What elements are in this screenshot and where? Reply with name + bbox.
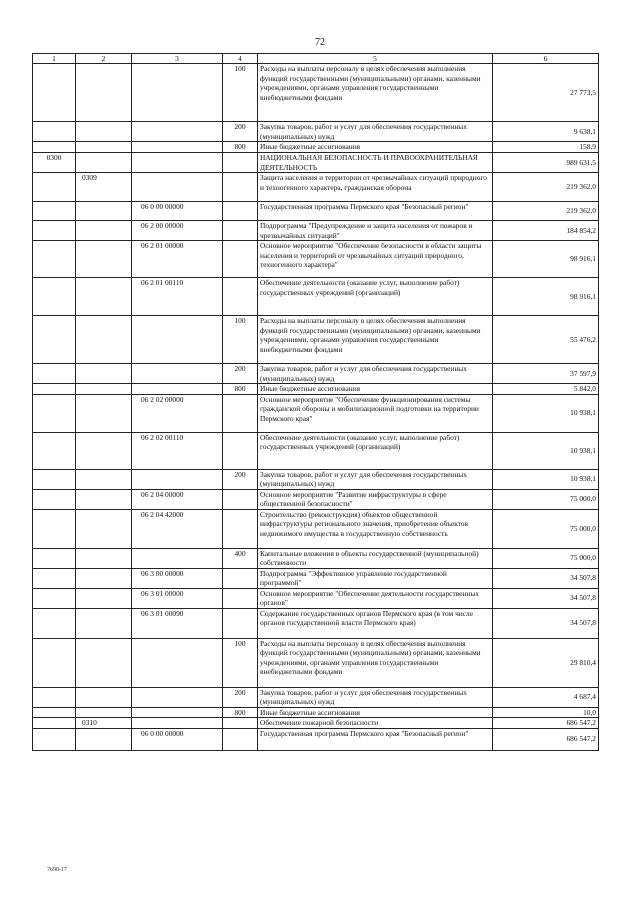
table-cell-c5: Государственная программа Пермского края "Безопасный регион" [258,202,493,221]
table-cell-c6: 34 507,8 [493,588,599,608]
table-row [33,153,599,173]
table-cell-c1 [33,509,76,548]
table-cell-c2 [76,394,132,432]
table-cell-c4: 800 [223,384,258,395]
table-cell-c3: 06 2 02 00110 [132,432,223,469]
table-row [33,394,599,432]
table-cell-c6: 219 362,0 [493,202,599,221]
table-cell-c5: Основное мероприятие "Обеспечение функционирования системы гражданской обороны и мобилизационной подготовки на территории Пермского края" [258,394,493,432]
table-row [33,588,599,608]
table-row [33,384,599,395]
table-cell-c2 [76,638,132,687]
table-cell-c6: 158,9 [493,142,599,153]
table-cell-c1: 0300 [33,153,76,173]
table-cell-c1 [33,638,76,687]
table-cell-c2 [76,278,132,316]
table-cell-c2 [76,489,132,509]
table-row [33,469,599,489]
table-cell-c3 [132,638,223,687]
table-cell-c6: 75 000,0 [493,489,599,509]
table-cell-c1 [33,364,76,384]
table-cell-c3 [132,173,223,202]
column-header: 1 [33,54,76,64]
table-cell-c4: 200 [223,364,258,384]
table-row [33,202,599,221]
table-row [33,568,599,588]
table-cell-c4: 200 [223,469,258,489]
table-cell-c4 [223,202,258,221]
document-code: 7698-17 [47,867,67,873]
table-cell-c2 [76,64,132,122]
table-cell-c2 [76,122,132,142]
column-header: 5 [258,54,493,64]
table-cell-c2 [76,432,132,469]
table-cell-c2 [76,588,132,608]
table-cell-c3 [132,718,223,729]
table-cell-c3: 06 0 00 00000 [132,202,223,221]
table-cell-c4 [223,241,258,278]
table-row [33,316,599,364]
table-cell-c3: 06 2 01 00110 [132,278,223,316]
table-row [33,638,599,687]
table-cell-c5: Расходы на выплаты персоналу в целях обеспечения выполнения функций государственными (муниципальными) органами, казенными учреждениями, органами управления государственными внебюджетными фондами [258,64,493,122]
table-row [33,509,599,548]
table-cell-c1 [33,142,76,153]
table-cell-c3 [132,548,223,568]
table-cell-c3: 06 3 01 00000 [132,588,223,608]
table-row [33,142,599,153]
table-cell-c5: Защита населения и территории от чрезвычайных ситуаций природного и техногенного характера, гражданская оборона [258,173,493,202]
table-cell-c6: 686 547,2 [493,718,599,729]
table-cell-c6: 686 547,2 [493,728,599,750]
table-row [33,364,599,384]
table-cell-c5: Основное мероприятие "Обеспечение безопасности в области защиты населения и территорий от чрезвычайных ситуаций природного, техногенного характера" [258,241,493,278]
table-cell-c4: 800 [223,142,258,153]
table-cell-c4: 100 [223,64,258,122]
table-cell-c2 [76,568,132,588]
table-cell-c3 [132,364,223,384]
table-cell-c1 [33,241,76,278]
table-cell-c6: 10 938,1 [493,394,599,432]
table-cell-c4 [223,394,258,432]
table-cell-c4 [223,173,258,202]
table-cell-c5: Содержание государственных органов Пермского края (в том числе органов государственной власти Пермского края) [258,608,493,638]
table-cell-c4 [223,718,258,729]
table-cell-c1 [33,122,76,142]
table-cell-c5: НАЦИОНАЛЬНАЯ БЕЗОПАСНОСТЬ И ПРАВООХРАНИТЕЛЬНАЯ ДЕЯТЕЛЬНОСТЬ [258,153,493,173]
table-cell-c4: 100 [223,316,258,364]
table-cell-c3: 06 3 00 00000 [132,568,223,588]
table-cell-c2 [76,469,132,489]
table-cell-c1 [33,687,76,707]
table-cell-c5: Государственная программа Пермского края "Безопасный регион" [258,728,493,750]
table-cell-c5: Подпрограмма "Предупреждение и защита населения от пожаров и чрезвычайных ситуаций" [258,221,493,241]
table-row [33,728,599,750]
table-cell-c2 [76,202,132,221]
table-cell-c3: 06 2 02 00000 [132,394,223,432]
table-cell-c2 [76,241,132,278]
table-cell-c3 [132,142,223,153]
table-cell-c4: 800 [223,707,258,718]
table-cell-c2 [76,707,132,718]
table-cell-c3 [132,384,223,395]
table-cell-c6: 55 476,2 [493,316,599,364]
table-cell-c4 [223,728,258,750]
table-row [33,64,599,122]
table-cell-c3 [132,707,223,718]
table-cell-c3 [132,64,223,122]
table-row [33,718,599,729]
table-cell-c5: Обеспечение пожарной безопасности [258,718,493,729]
table-cell-c4 [223,432,258,469]
table-cell-c5: Иные бюджетные ассигнования [258,707,493,718]
column-header: 2 [76,54,132,64]
page-number: 72 [315,37,325,48]
table-cell-c6: 10 938,1 [493,432,599,469]
table-row [33,241,599,278]
table-cell-c2 [76,509,132,548]
table-cell-c2: 0310 [76,718,132,729]
table-row [33,489,599,509]
table-cell-c2 [76,608,132,638]
table-cell-c5: Обеспечение деятельности (оказание услуг, выполнение работ) государственных учреждений (организаций) [258,278,493,316]
table-cell-c3: 06 2 01 00000 [132,241,223,278]
table-cell-c1 [33,64,76,122]
table-cell-c1 [33,384,76,395]
table-cell-c3 [132,316,223,364]
table-cell-c4 [223,608,258,638]
table-cell-c4 [223,568,258,588]
table-cell-c4: 100 [223,638,258,687]
table-cell-c6: 75 000,0 [493,548,599,568]
table-cell-c1 [33,718,76,729]
table-row [33,278,599,316]
table-cell-c3: 06 3 01 00090 [132,608,223,638]
table-cell-c1 [33,568,76,588]
table-cell-c1 [33,469,76,489]
table-cell-c1 [33,221,76,241]
table-row [33,173,599,202]
table-row [33,548,599,568]
table-row [33,432,599,469]
table-cell-c1 [33,728,76,750]
table-cell-c5: Закупка товаров, работ и услуг для обеспечения государственных (муниципальных) нужд [258,687,493,707]
table-cell-c2 [76,548,132,568]
table-cell-c3 [132,469,223,489]
table-cell-c1 [33,489,76,509]
table-cell-c2 [76,221,132,241]
table-cell-c5: Капитальные вложения в объекты государственной (муниципальной) собственности [258,548,493,568]
table-cell-c6: 4 687,4 [493,687,599,707]
table-cell-c4 [223,489,258,509]
table-cell-c5: Подпрограмма "Эффективное управление государственной программой" [258,568,493,588]
table-cell-c1 [33,707,76,718]
table-row [33,122,599,142]
budget-table [32,53,599,751]
table-row [33,687,599,707]
table-cell-c6: 9 638,1 [493,122,599,142]
table-cell-c3: 06 2 04 00000 [132,489,223,509]
table-cell-c4: 400 [223,548,258,568]
table-cell-c2 [76,316,132,364]
column-header-row [33,54,599,64]
table-cell-c4: 200 [223,687,258,707]
column-header: 4 [223,54,258,64]
table-cell-c6: 98 916,1 [493,241,599,278]
table-cell-c1 [33,316,76,364]
table-cell-c4 [223,588,258,608]
budget-table-body [33,54,599,751]
column-header: 6 [493,54,599,64]
column-header: 3 [132,54,223,64]
table-cell-c5: Закупка товаров, работ и услуг для обеспечения государственных (муниципальных) нужд [258,469,493,489]
table-cell-c3: 06 2 04 42000 [132,509,223,548]
table-cell-c5: Основное мероприятие "Обеспечение деятельности государственных органов" [258,588,493,608]
table-cell-c3 [132,153,223,173]
table-cell-c6: 5 842,0 [493,384,599,395]
table-cell-c4: 200 [223,122,258,142]
table-cell-c6: 34 507,8 [493,608,599,638]
table-cell-c6: 75 000,0 [493,509,599,548]
table-cell-c5: Основное мероприятие "Развитие инфраструктуры в сфере общественной безопасности" [258,489,493,509]
table-cell-c6: 989 631,5 [493,153,599,173]
table-row [33,608,599,638]
table-cell-c3 [132,122,223,142]
table-cell-c3 [132,687,223,707]
table-cell-c6: 219 362,0 [493,173,599,202]
table-cell-c4 [223,221,258,241]
table-cell-c6: 34 507,8 [493,568,599,588]
table-cell-c5: Строительство (реконструкция) объектов общественной инфраструктуры регионального значения, приобретение объектов недвижимого имущества в государственную собственность [258,509,493,548]
table-cell-c2 [76,364,132,384]
table-cell-c1 [33,202,76,221]
table-cell-c6: 98 916,1 [493,278,599,316]
table-cell-c5: Закупка товаров, работ и услуг для обеспечения государственных (муниципальных) нужд [258,122,493,142]
table-cell-c2 [76,384,132,395]
table-cell-c1 [33,432,76,469]
table-cell-c1 [33,173,76,202]
table-cell-c1 [33,588,76,608]
table-cell-c5: Закупка товаров, работ и услуг для обеспечения государственных (муниципальных) нужд [258,364,493,384]
table-cell-c1 [33,548,76,568]
table-cell-c5: Иные бюджетные ассигнования [258,142,493,153]
table-cell-c6: 184 854,2 [493,221,599,241]
table-cell-c1 [33,394,76,432]
table-cell-c5: Обеспечение деятельности (оказание услуг, выполнение работ) государственных учреждений (организаций) [258,432,493,469]
table-cell-c5: Расходы на выплаты персоналу в целях обеспечения выполнения функций государственными (муниципальными) органами, казенными учреждениями, органами управления государственными внебюджетными фондами [258,638,493,687]
table-cell-c4 [223,153,258,173]
table-cell-c1 [33,278,76,316]
table-cell-c2: 0309 [76,173,132,202]
table-cell-c2 [76,142,132,153]
table-cell-c6: 10 938,1 [493,469,599,489]
table-row [33,221,599,241]
table-cell-c2 [76,728,132,750]
table-cell-c5: Иные бюджетные ассигнования [258,384,493,395]
table-cell-c3: 06 0 00 00000 [132,728,223,750]
table-row [33,707,599,718]
table-cell-c1 [33,608,76,638]
table-cell-c2 [76,153,132,173]
table-cell-c6: 29 810,4 [493,638,599,687]
table-cell-c3: 06 2 00 00000 [132,221,223,241]
table-cell-c6: 10,0 [493,707,599,718]
table-cell-c4 [223,509,258,548]
table-cell-c6: 37 597,9 [493,364,599,384]
table-cell-c5: Расходы на выплаты персоналу в целях обеспечения выполнения функций государственными (муниципальными) органами, казенными учреждениями, органами управления государственными внебюджетными фондами [258,316,493,364]
table-cell-c6: 27 773,5 [493,64,599,122]
table-cell-c2 [76,687,132,707]
table-cell-c4 [223,278,258,316]
